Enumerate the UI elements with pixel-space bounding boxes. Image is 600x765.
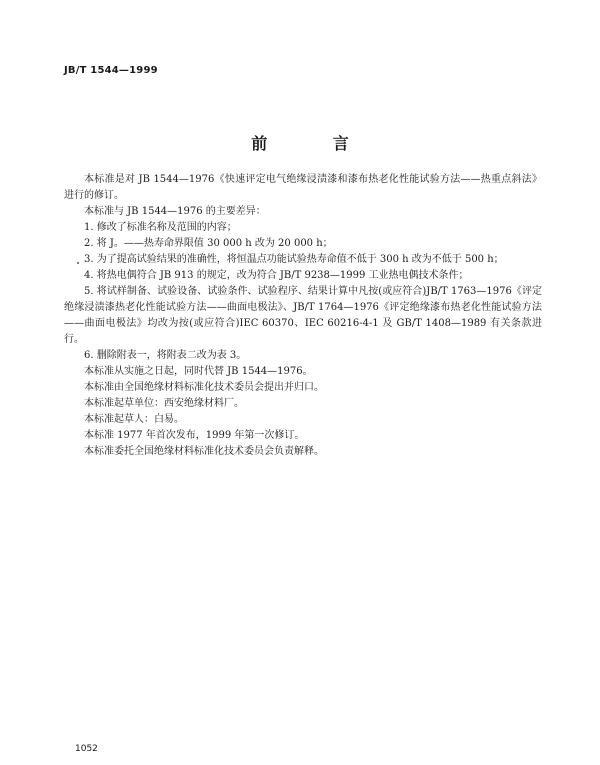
list-item-5: 5. 将试样制备、试验设备、试验条件、试验程序、结果计算中凡按(或应符合)JB/T 1763—1976《评定绝缘浸渍漆热老化性能试验方法——曲面电极法》、JB/T 1764—1976《评定绝缘漆布热老化性能试验方法——曲面电极法》均改为按(或应符合)IEC 60370、IEC 60216-4-1 及 GB/T 1408—1989 有关条款进行。 (64, 286, 542, 345)
list-item-3: 3. 为了提高试验结果的准确性，将恒温点功能试验热寿命值不低于 300 h 改为不低于 500 h； (84, 254, 504, 265)
page-title: 前 言 (251, 134, 379, 153)
list-item-4: 4. 将热电偶符合 JB 913 的规定，改为符合 JB/T 9238—1999 工业热电偶技术条件； (84, 270, 469, 281)
page-number: 1052 (75, 744, 98, 754)
body-text (64, 172, 542, 460)
paragraph-drafting-unit: 本标准起草单位：西安绝缘材料厂。 (84, 398, 244, 409)
list-item-1: 1. 修改了标准名称及范围的内容； (84, 222, 237, 233)
standard-code: JB/T 1544—1999 (64, 65, 158, 76)
list-item-2: 2. 将 J。——热寿命界限值 30 000 h 改为 20 000 h； (84, 238, 333, 249)
paragraph-differences-intro: 本标准与 JB 1544—1976 的主要差异： (84, 206, 266, 217)
paragraph-drafter: 本标准起草人：白易。 (84, 414, 184, 425)
paragraph-revision-note: 本标准是对 JB 1544—1976《快速评定电气绝缘浸渍漆和漆布热老化性能试验方法——热重点斜法》进行的修订。 (64, 174, 542, 201)
paragraph-interpretation: 本标准委托全国绝缘材料标准化技术委员会负责解释。 (84, 446, 324, 457)
paragraph-issue-history: 本标准 1977 年首次发布，1999 年第一次修订。 (84, 430, 305, 441)
paragraph-replacement: 本标准从实施之日起，同时代替 JB 1544—1976。 (84, 366, 313, 377)
paragraph-proposer: 本标准由全国绝缘材料标准化技术委员会提出并归口。 (84, 382, 324, 393)
scan-speck (77, 262, 79, 264)
list-item-6: 6. 删除附表一，将附表二改为表 3。 (84, 350, 247, 361)
